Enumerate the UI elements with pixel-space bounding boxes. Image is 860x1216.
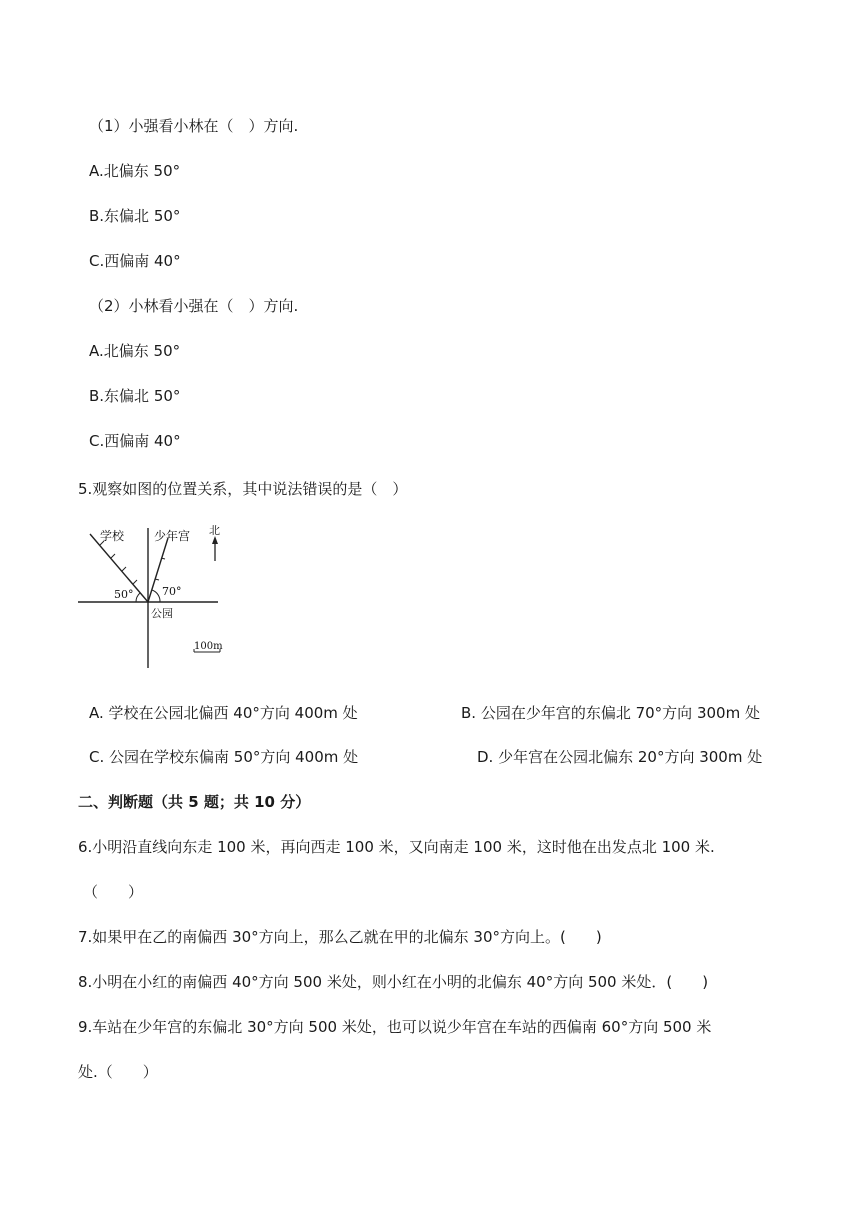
q5-position-diagram [76, 518, 226, 670]
angle-arc-left [136, 593, 140, 602]
label-angle-right: 70° [162, 585, 182, 598]
q7-text: 7.如果甲在乙的南偏西 30°方向上，那么乙就在甲的北偏东 30°方向上。( ) [78, 928, 602, 946]
q4-sub2-option-b: B.东偏北 50° [89, 387, 181, 405]
q9-line1: 9.车站在少年宫的东偏北 30°方向 500 米处，也可以说少年宫在车站的西偏南 60°方向 500 米 [78, 1018, 712, 1036]
north-arrow-icon [212, 536, 218, 544]
label-palace: 少年宫 [154, 529, 191, 543]
q5-option-d: D. 少年宫在公园北偏东 20°方向 300m 处 [477, 748, 763, 766]
q4-sub1-stem: （1）小强看小林在（ ）方向. [89, 117, 299, 135]
q4-sub1-option-b: B.东偏北 50° [89, 207, 181, 225]
q5-stem: 5.观察如图的位置关系，其中说法错误的是（ ） [78, 480, 408, 498]
q4-sub2-option-a: A.北偏东 50° [89, 342, 181, 360]
q4-sub2-stem: （2）小林看小强在（ ）方向. [89, 297, 299, 315]
label-angle-left: 50° [114, 588, 134, 601]
q6-line2: （ ） [83, 883, 144, 901]
q8-text: 8.小明在小红的南偏西 40°方向 500 米处，则小红在小明的北偏东 40°方向 500 米处．( ) [78, 973, 709, 991]
q5-option-b: B. 公园在少年宫的东偏北 70°方向 300m 处 [461, 704, 760, 722]
label-park: 公园 [151, 607, 173, 620]
q4-sub1-option-a: A.北偏东 50° [89, 162, 181, 180]
label-school: 学校 [100, 529, 125, 543]
school-tick [122, 567, 126, 571]
q5-option-c: C. 公园在学校东偏南 50°方向 400m 处 [89, 748, 359, 766]
q4-sub2-option-c: C.西偏南 40° [89, 432, 181, 450]
angle-arc-right [152, 590, 160, 602]
section2-title: 二、判断题（共 5 题；共 10 分） [78, 793, 311, 811]
q9-line2: 处.（ ） [78, 1063, 158, 1081]
label-north: 北 [209, 524, 220, 537]
label-scale: 100m [194, 641, 223, 652]
school-tick [111, 554, 115, 558]
school-tick [133, 580, 137, 584]
q4-sub1-option-c: C.西偏南 40° [89, 252, 181, 270]
q6-line1: 6.小明沿直线向东走 100 米，再向西走 100 米，又向南走 100 米，这时他在出发点北 100 米. [78, 838, 715, 856]
q5-option-a: A. 学校在公园北偏西 40°方向 400m 处 [89, 704, 358, 722]
